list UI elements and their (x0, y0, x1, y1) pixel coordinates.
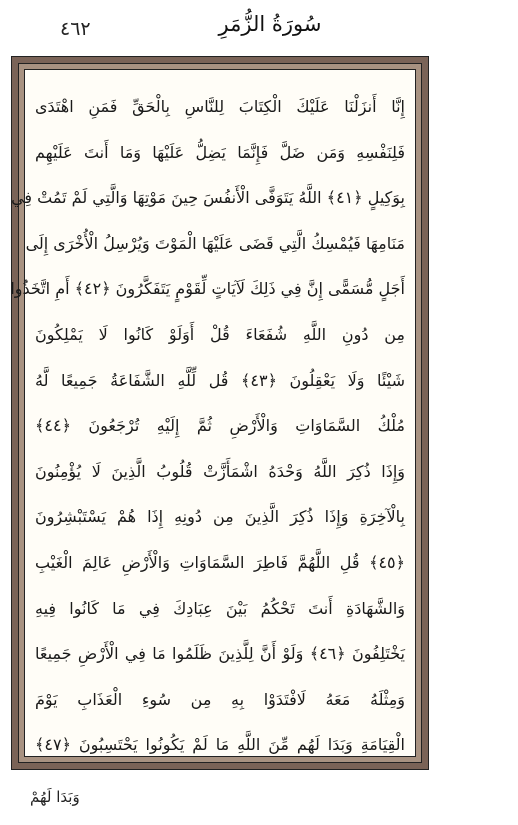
surah-title: سُورَةُ الزُّمَرِ (218, 12, 322, 36)
verse-line: مُلْكُ السَّمَاوَاتِ وَالْأَرْضِ ثُمَّ إِلَيْهِ تُرْجَعُونَ ﴿٤٤﴾ (35, 416, 405, 436)
verse-line: فَلِنَفْسِهِ وَمَن ضَلَّ فَإِنَّمَا يَضِلُّ عَلَيْهَا وَمَا أَنتَ عَلَيْهِم (35, 142, 405, 162)
verse-lines (10, 84, 406, 755)
verse-line: وَإِذَا ذُكِرَ اللَّهُ وَحْدَهُ اشْمَأَزَّتْ قُلُوبُ الَّذِينَ لَا يُؤْمِنُونَ (35, 461, 405, 481)
catchword: وَبَدَا لَهُمْ (30, 788, 80, 806)
verse-line: بِالْآخِرَةِ وَإِذَا ذُكِرَ الَّذِينَ مِن دُونِهِ إِذَا هُمْ يَسْتَبْشِرُونَ (35, 507, 405, 527)
verse-line: وَالشَّهَادَةِ أَنتَ تَحْكُمُ بَيْنَ عِبَادِكَ فِي مَا كَانُوا فِيهِ (35, 598, 405, 618)
verse-line: مَنَامِهَا فَيُمْسِكُ الَّتِي قَضَى عَلَيْهَا الْمَوْتَ وَيُرْسِلُ الْأُخْرَى إِلَى (25, 233, 405, 253)
page-frame (11, 56, 429, 770)
text-panel (10, 69, 416, 757)
verse-line: مِن دُونِ اللَّهِ شُفَعَاءَ قُلْ أَوَلَوْ كَانُوا لَا يَمْلِكُونَ (35, 324, 405, 344)
verse-line: وَمِثْلَهُ مَعَهُ لَافْتَدَوْا بِهِ مِن سُوءِ الْعَذَابِ يَوْمَ (35, 689, 405, 709)
verse-line: أَجَلٍ مُّسَمًّى إِنَّ فِي ذَلِكَ لَآيَاتٍ لِّقَوْمٍ يَتَفَكَّرُونَ ﴿٤٢﴾ أَمِ اتَّخَذُوا (10, 279, 405, 299)
page-number: ٤٦٢ (60, 18, 91, 40)
verse-line: بِوَكِيلٍ ﴿٤١﴾ اللَّهُ يَتَوَفَّى الْأَنفُسَ حِينَ مَوْتِهَا وَالَّتِي لَمْ تَمُتْ فِي (11, 188, 405, 208)
verse-line: إِنَّا أَنزَلْنَا عَلَيْكَ الْكِتَابَ لِلنَّاسِ بِالْحَقِّ فَمَنِ اهْتَدَى (35, 97, 405, 116)
verse-line: الْقِيَامَةِ وَبَدَا لَهُم مِّنَ اللَّهِ مَا لَمْ يَكُونُوا يَحْتَسِبُونَ ﴿٤٧﴾ (35, 735, 405, 755)
verse-line: يَخْتَلِفُونَ ﴿٤٦﴾ وَلَوْ أَنَّ لِلَّذِينَ ظَلَمُوا مَا فِي الْأَرْضِ جَمِيعًا (35, 644, 406, 664)
page-header (0, 6, 518, 56)
verse-line: ﴿٤٥﴾ قُلِ اللَّهُمَّ فَاطِرَ السَّمَاوَاتِ وَالْأَرْضِ عَالِمَ الْغَيْبِ (35, 552, 405, 572)
verse-line: شَيْئًا وَلَا يَعْقِلُونَ ﴿٤٣﴾ قُل لِّلَّهِ الشَّفَاعَةُ جَمِيعًا لَّهُ (35, 370, 405, 390)
